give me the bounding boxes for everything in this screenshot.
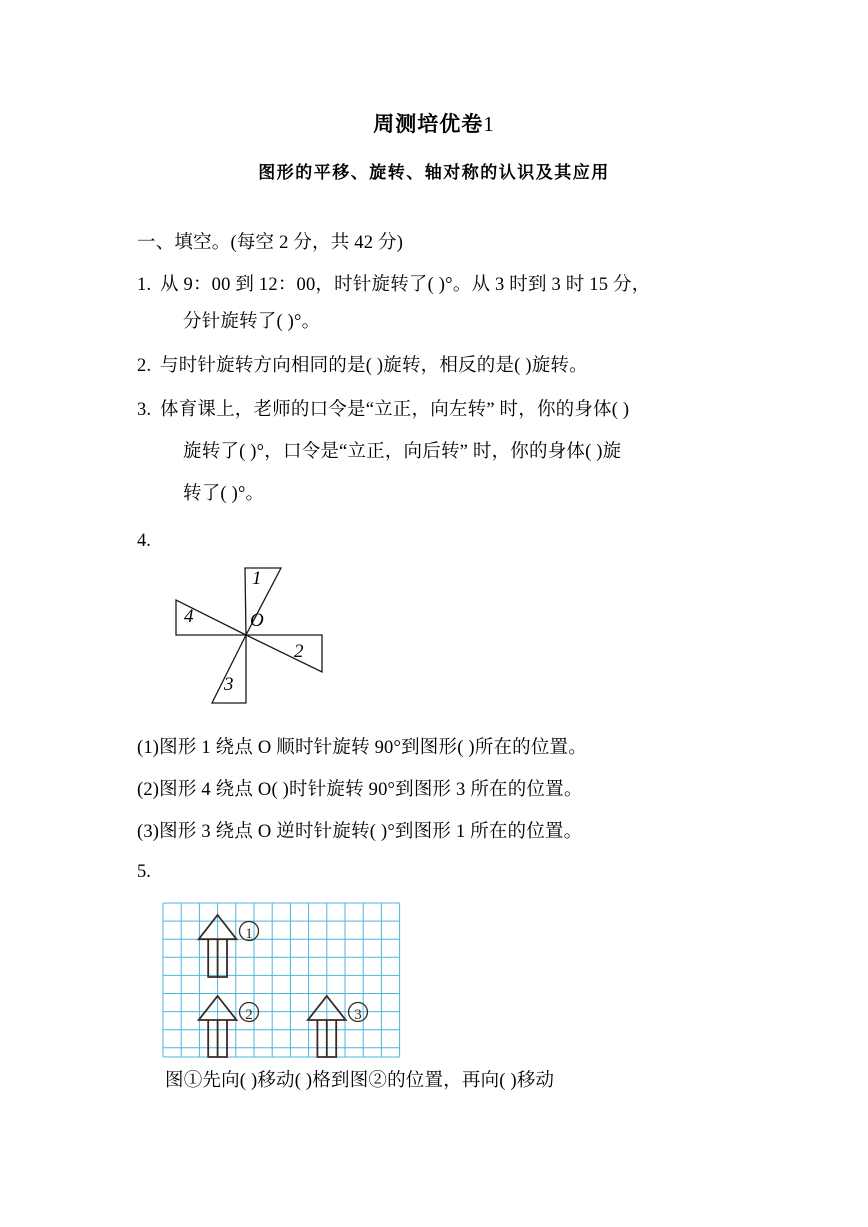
grid-lines <box>163 903 400 1057</box>
question-5-text: 图①先向( )移动( )格到图②的位置，再向( )移动 <box>165 1071 555 1091</box>
question-4-number: 4. <box>137 531 151 551</box>
question-1-number: 1. <box>137 275 152 295</box>
page-title <box>0 108 868 138</box>
question-1-line-1: 从 9：00 到 12：00，时针旋转了( )°。从 3 时到 3 时 15 分， <box>160 275 651 295</box>
question-5-number: 5. <box>137 862 151 882</box>
shape-label-3-text: 3 <box>354 1007 362 1023</box>
pinwheel-label-1: 1 <box>252 568 262 589</box>
pinwheel-label-2: 2 <box>294 641 304 662</box>
question-1-line-2: 分针旋转了( )°。 <box>183 312 321 332</box>
question-3-number: 3. <box>137 400 152 420</box>
question-2-number: 2. <box>137 356 152 376</box>
question-4-sub-3: (3)图形 3 绕点 O 逆时针旋转( )°到图形 1 所在的位置。 <box>137 822 583 842</box>
shape-labels <box>240 922 368 1024</box>
page-title-text: 周测培优卷 <box>373 112 484 136</box>
pinwheel-label-3: 3 <box>224 674 234 695</box>
pinwheel-diagram <box>160 552 350 727</box>
page-title-number: 1 <box>483 112 495 136</box>
pinwheel-label-4: 4 <box>184 606 194 627</box>
question-2-line-1: 与时针旋转方向相同的是( )旋转，相反的是( )旋转。 <box>160 356 588 376</box>
grid-translation-diagram <box>160 898 410 1071</box>
question-4-sub-1: (1)图形 1 绕点 O 顺时针旋转 90°到图形( )所在的位置。 <box>137 738 587 758</box>
section-one-heading: 一、填空。(每空 2 分，共 42 分) <box>137 233 404 253</box>
question-3-line-1: 体育课上，老师的口令是“立正，向左转” 时，你的身体( ) <box>160 400 630 420</box>
question-3-line-3: 转了( )°。 <box>183 484 265 504</box>
pinwheel-center-label: O <box>250 610 264 631</box>
shape-label-2-text: 2 <box>245 1007 253 1023</box>
shape-label-1-text: 1 <box>245 926 253 942</box>
grid-translation-svg <box>160 898 410 1066</box>
question-4-sub-2: (2)图形 4 绕点 O( )时针旋转 90°到图形 3 所在的位置。 <box>137 780 583 800</box>
pinwheel-blade-2 <box>246 635 322 672</box>
question-3-line-2: 旋转了( )°，口令是“立正，向后转” 时，你的身体( )旋 <box>183 442 622 462</box>
page-subtitle: 图形的平移、旋转、轴对称的认识及其应用 <box>258 163 610 182</box>
